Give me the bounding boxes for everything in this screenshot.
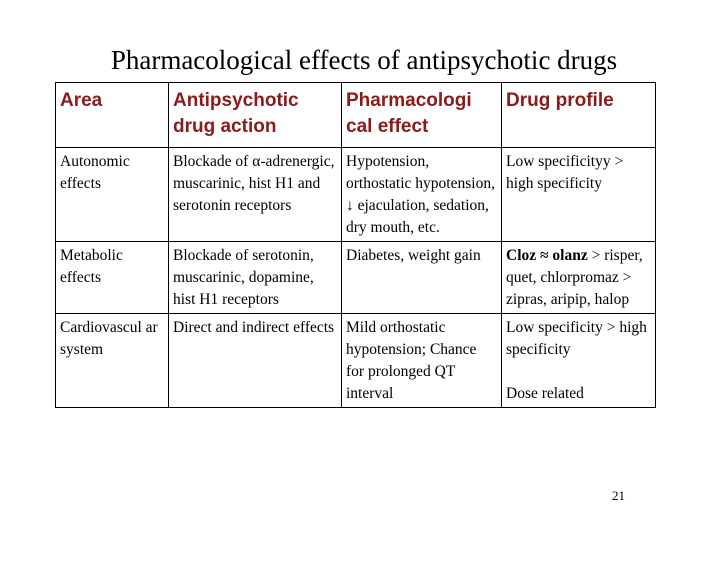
header-area: Area [56, 83, 169, 148]
cell-drug-profile [502, 242, 656, 314]
header-drug-profile: Drug profile [502, 83, 656, 148]
cell-area: Cardiovascul ar system [56, 314, 169, 408]
cell-drug-profile: Low specificityy > high specificity [502, 148, 656, 242]
header-drug-action: Antipsychotic drug action [169, 83, 342, 148]
drug-profile-note: Dose related [506, 385, 584, 402]
table-row [56, 148, 656, 242]
table-row [56, 314, 656, 408]
page-number: 21 [612, 488, 625, 503]
table-row [56, 242, 656, 314]
cell-drug-action: Blockade of serotonin, muscarinic, dopamine, hist H1 receptors [169, 242, 342, 314]
cell-pharmacological-effect: Mild orthostatic hypotension; Chance for prolonged QT interval [342, 314, 502, 408]
cell-drug-profile [502, 314, 656, 408]
cell-pharmacological-effect: Hypotension, orthostatic hypotension, ↓ ejaculation, sedation, dry mouth, etc. [342, 148, 502, 242]
cell-drug-action: Direct and indirect effects [169, 314, 342, 408]
header-pharmacological-effect: Pharmacologi cal effect [342, 83, 502, 148]
table-header-row [56, 83, 656, 148]
cell-drug-action: Blockade of α-adrenergic, muscarinic, hist H1 and serotonin receptors [169, 148, 342, 242]
drug-profile-text: > risper, quet, chlorpromaz > zipras, aripip, halop [506, 247, 643, 308]
cell-area: Autonomic effects [56, 148, 169, 242]
slide-title: Pharmacological effects of antipsychotic drugs [110, 45, 618, 75]
cell-area: Metabolic effects [56, 242, 169, 314]
drug-profile-bold-text: Cloz ≈ olanz [506, 247, 588, 264]
spacer [506, 361, 651, 383]
drug-profile-text: Low specificity > high specificity [506, 319, 647, 358]
effects-table [55, 82, 656, 408]
cell-pharmacological-effect: Diabetes, weight gain [342, 242, 502, 314]
